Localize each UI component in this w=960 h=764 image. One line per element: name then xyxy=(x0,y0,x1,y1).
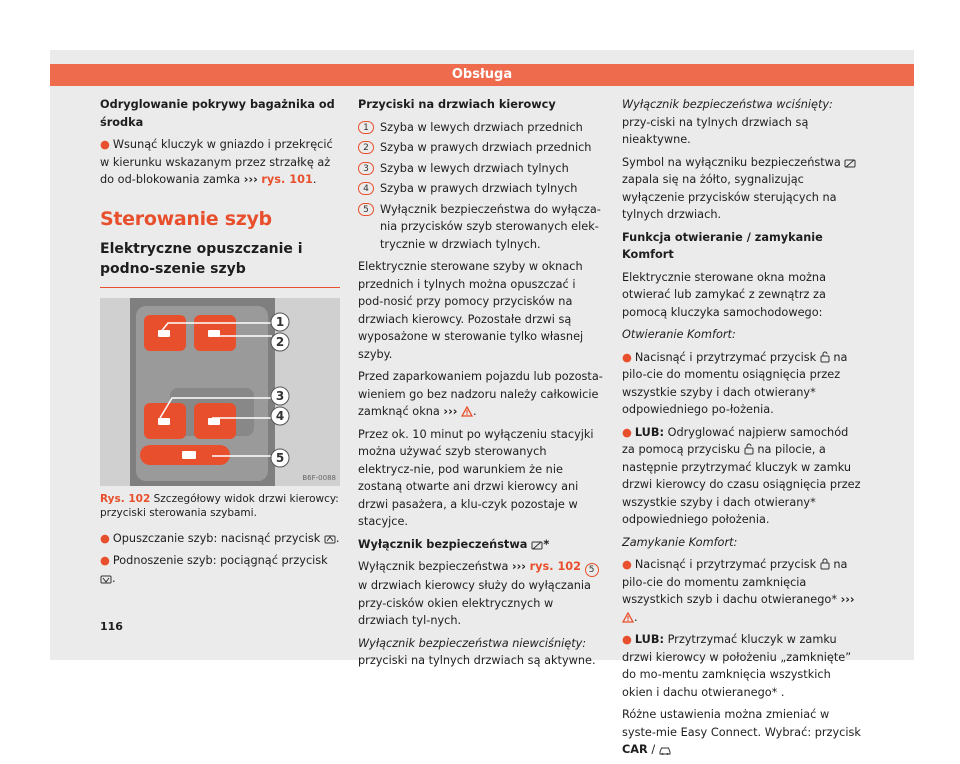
figure-label: Rys. 102 xyxy=(100,492,151,505)
safety-switch-heading-text: Wyłącznik bezpieczeństwa xyxy=(358,537,528,551)
ref-arrow: ››› xyxy=(443,405,458,418)
symbol-text: Symbol na wyłączniku bezpieczeństwa xyxy=(622,155,841,169)
close-bullet-2-text: Przytrzymać kluczyk w zamku drzwi kierowcy w położeniu „zamknięte” do mo-mentu zamknięcia wszystkich okien i dachu otwieranego* . xyxy=(622,633,852,699)
item-text: Szyba w lewych drzwiach tylnych xyxy=(380,161,569,175)
switch-off-label: Wyłącznik bezpieczeństwa niewciśnięty: xyxy=(358,636,587,650)
switch-off-para xyxy=(358,635,604,670)
driver-buttons-heading: Przyciski na drzwiach kierowcy xyxy=(358,98,556,111)
callout-4: 4 xyxy=(275,408,285,423)
ref-arrow: ››› xyxy=(243,173,258,186)
bullet-dot: ● xyxy=(100,554,110,567)
car-button-label: CAR xyxy=(622,743,648,756)
car-settings-icon xyxy=(659,745,671,755)
figure-window-switches xyxy=(100,298,340,486)
open-bullet-1-text: Nacisnąć i przytrzymać przycisk xyxy=(634,350,817,364)
para-electric-windows: Elektrycznie sterowane szyby w oknach przednich i tylnych można opuszczać i pod-nosić przy pomocy przycisków na drzwiach kierowcy. Pozostałe drzwi są wyposażone w sterowanie tylko własnej szyby. xyxy=(358,260,584,361)
item-number: 3 xyxy=(358,162,374,175)
window-switch-illustration xyxy=(100,298,340,486)
list-item xyxy=(358,180,604,198)
ref-arrow: ››› xyxy=(840,593,855,606)
ref-arrow: ››› xyxy=(512,560,526,573)
list-item xyxy=(358,139,604,157)
warning-icon[interactable] xyxy=(461,406,473,417)
lower-bullet-text: Opuszczanie szyb: nacisnąć przycisk xyxy=(112,531,321,545)
switch-on-para xyxy=(622,96,862,149)
settings-para xyxy=(622,706,862,759)
page-header: Obsługa xyxy=(50,64,914,86)
close-bullet-1-text-b: na pilo-cie do momentu zamknięcia wszystkich szyb i dachu otwieranego* xyxy=(622,558,848,606)
bullet-dot: ● xyxy=(622,425,632,439)
or-label: LUB: xyxy=(634,425,664,439)
trunk-heading: Odryglowanie pokrywy bagażnika od środka xyxy=(100,98,335,129)
settings-text: Różne ustawienia można zmieniać w syste-mie Easy Connect. Wybrać: przycisk xyxy=(622,708,861,739)
open-bullet-2-text-b: na pilocie, a następnie przytrzymać kluczyk w zamku drzwi kierowcy do czasu osiągnięcia przez wszystkie szyby i dach otwierany* odpowiedniego położenia. xyxy=(622,443,861,526)
bullet-dot: ● xyxy=(100,138,110,151)
item-number: 1 xyxy=(358,121,374,134)
trunk-bullet: ● Wsunąć kluczyk w gniazdo i przekręcić w kierunku wskazanym przez strzałkę aż do od-blokowania zamka ››› rys. 101. xyxy=(100,138,333,186)
subsection-title: Elektryczne opuszczanie i podno-szenie szyb xyxy=(100,239,340,288)
comfort-heading: Funkcja otwieranie / zamykanie Komfort xyxy=(622,230,823,261)
close-bullet-2 xyxy=(622,631,862,701)
window-switch-icon xyxy=(324,534,336,544)
item-text: Szyba w lewych drzwiach przednich xyxy=(380,120,583,134)
para-ignition: Przez ok. 10 minut po wyłączeniu stacyjki można używać szyb sterowanych elektrycz-nie, pod warunkiem że nie zostaną otwarte ani drzwi kierowcy ani drzwi pasażera, a klu-czyk pozostaje w stacyjce. xyxy=(358,427,594,528)
para-parking-text: Przed zaparkowaniem pojazdu lub pozosta-wieniem go bez nadzoru należy całkowicie zamknąć okna xyxy=(358,370,603,418)
para-parking: Przed zaparkowaniem pojazdu lub pozosta-wieniem go bez nadzoru należy całkowicie zamknąć okna ››› . xyxy=(358,370,603,418)
list-item xyxy=(358,119,604,137)
open-bullet-1-text-b: na pilo-cie do momentu osiągnięcia przez wszystkie szyby i dach otwierany* odpowiedniego po-łożenia. xyxy=(622,350,848,416)
column-3 xyxy=(622,96,862,764)
open-bullet-2 xyxy=(622,424,862,529)
switch-on-text: przy-ciski na tylnych drzwiach są nieaktywne. xyxy=(622,115,809,146)
list-item xyxy=(358,160,604,178)
or-label: LUB: xyxy=(634,633,664,646)
safety-switch-icon xyxy=(531,540,543,550)
safety-switch-icon xyxy=(844,158,856,168)
item-number: 2 xyxy=(358,141,374,154)
callout-5: 5 xyxy=(275,450,285,465)
open-bullet-1 xyxy=(622,349,862,419)
comfort-para: Elektrycznie sterowane okna można otwierać lub zamykać z zewnątrz za pomocą kluczyka samochodowego: xyxy=(622,270,827,319)
item-text: Szyba w prawych drzwiach przednich xyxy=(380,141,592,154)
warning-icon[interactable] xyxy=(622,612,634,623)
page-number: 116 xyxy=(100,620,123,633)
callout-1: 1 xyxy=(275,314,285,329)
figure-ref-link[interactable]: rys. 101 xyxy=(261,173,313,186)
callout-3: 3 xyxy=(275,388,285,403)
lock-icon xyxy=(820,558,830,570)
window-switch-icon xyxy=(100,574,112,584)
trunk-bullet-text: Wsunąć kluczyk w gniazdo i przekręcić w kierunku wskazanym przez strzałkę aż do od-blokowania zamka xyxy=(100,138,333,186)
open-comfort-label: Otwieranie Komfort: xyxy=(622,328,736,341)
bullet-dot: ● xyxy=(622,558,632,571)
open-bullet-2-text: Odryglować najpierw samochód za pomocą przycisku xyxy=(622,425,849,456)
callout-ref: 5 xyxy=(585,563,599,577)
item-number: 4 xyxy=(358,182,374,195)
close-bullet-1: ● Nacisnąć i przytrzymać przycisk na pilo-cie do momentu zamknięcia wszystkich szyb i dachu otwieranego* ››› . xyxy=(622,558,855,624)
close-bullet-1-text: Nacisnąć i przytrzymać przycisk xyxy=(634,558,817,571)
figure-caption xyxy=(100,492,340,520)
symbol-para xyxy=(622,154,862,224)
unlock-icon xyxy=(744,443,754,455)
list-item xyxy=(358,201,604,254)
figure-ref-link[interactable]: rys. 102 xyxy=(529,560,582,573)
safety-switch-para xyxy=(358,558,604,630)
item-text: Szyba w prawych drzwiach tylnych xyxy=(380,182,578,195)
figure-caption-text: Szczegółowy widok drzwi kierowcy: przyciski sterowania szybami. xyxy=(100,492,339,519)
close-comfort-label: Zamykanie Komfort: xyxy=(622,535,738,549)
item-text: Wyłącznik bezpieczeństwa do wyłącza-nia przycisków szyb sterowanych elek-trycznie w drzwiach tylnych. xyxy=(380,202,601,251)
symbol-text-b: zapala się na żółto, sygnalizując wyłączenie przycisków sterujących na tylnych drzwiach. xyxy=(622,173,837,221)
slash: / xyxy=(651,743,656,756)
safety-switch-text: Wyłącznik bezpieczeństwa xyxy=(358,560,509,573)
switch-on-label: Wyłącznik bezpieczeństwa wciśnięty: xyxy=(622,98,833,111)
raise-bullet-text: Podnoszenie szyb: pociągnąć przycisk xyxy=(112,554,328,567)
section-title: Sterowanie szyb xyxy=(100,207,272,230)
lower-bullet: ● Opuszczanie szyb: nacisnąć przycisk . xyxy=(100,531,340,545)
callout-2: 2 xyxy=(275,334,285,349)
switch-off-text: przyciski na tylnych drzwiach są aktywne. xyxy=(358,654,596,667)
button-list xyxy=(358,119,604,254)
item-number: 5 xyxy=(358,203,374,216)
safety-switch-heading: Wyłącznik bezpieczeństwa * xyxy=(358,537,550,551)
column-2 xyxy=(358,96,604,675)
unlock-icon xyxy=(820,351,830,363)
bullet-dot: ● xyxy=(622,350,632,364)
bullet-dot: ● xyxy=(622,633,632,646)
bullet-dot: ● xyxy=(100,531,110,545)
safety-switch-text-b: w drzwiach kierowcy służy do wyłączania przy-cisków okien elektrycznych w drzwiach tyl-nych. xyxy=(358,579,591,627)
column-1 xyxy=(100,96,340,592)
figure-code: B6F-0088 xyxy=(302,473,336,482)
raise-bullet: ● Podnoszenie szyb: pociągnąć przycisk . xyxy=(100,554,328,585)
